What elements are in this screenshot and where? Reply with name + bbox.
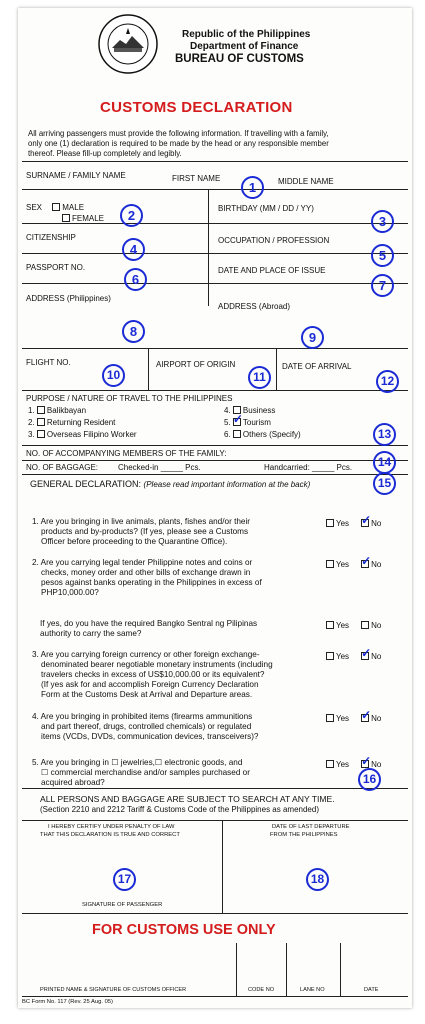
question-6-line-2: ☐ commercial merchandise and/or samples purchased or	[41, 768, 250, 777]
address-abroad-label: ADDRESS (Abroad)	[218, 302, 291, 311]
q1-yes-checkbox[interactable]	[326, 519, 334, 527]
balikbayan-checkbox[interactable]	[37, 406, 45, 414]
marker-18: 18	[306, 868, 329, 891]
passport-label: PASSPORT NO.	[26, 263, 86, 272]
question-2-answer	[326, 554, 382, 570]
purpose-option-3: 3. Overseas Filipino Worker	[28, 430, 137, 439]
last-departure-line-1: DATE OF LAST DEPARTURE	[272, 824, 350, 830]
q1-yes-label: Yes	[336, 519, 350, 528]
question-2-line-3: pesos against banks operating in the Philippines in excess of	[41, 578, 262, 587]
address-ph-label: ADDRESS (Philippines)	[26, 294, 111, 303]
bureau-of-customs-seal	[98, 14, 158, 74]
q4-yes-checkbox[interactable]	[326, 652, 334, 660]
question-4-line-1: 3. Are you carrying foreign currency or other foreign exchange-	[32, 650, 260, 659]
marker-2: 2	[120, 204, 143, 227]
q3-yes-label: Yes	[336, 621, 350, 630]
question-1-line-2: products and by-products? (If yes, please see a Customs	[41, 527, 249, 536]
marker-3: 3	[371, 210, 394, 233]
question-4-answer	[326, 646, 382, 662]
marker-16: 16	[358, 768, 381, 791]
sex-label-text: SEX	[26, 203, 43, 212]
certify-line-1: I HEREBY CERTIFY UNDER PENALTY OF LAW	[48, 824, 175, 830]
q4-no-label: No	[371, 652, 382, 661]
q2-no-checkbox[interactable]: ✓	[361, 554, 372, 568]
q4-yes-label: Yes	[336, 652, 350, 661]
first-name-label: FIRST NAME	[172, 174, 221, 183]
q6-yes-label: Yes	[336, 760, 350, 769]
marker-5: 5	[371, 244, 394, 267]
customs-declaration-form	[18, 8, 412, 1008]
purpose-option-6: 6. Others (Specify)	[224, 430, 301, 439]
q3-yes-checkbox[interactable]	[326, 621, 334, 629]
intro-line-2: only one (1) declaration is required to be made by the head or any responsible member	[28, 139, 329, 148]
q2-no-label: No	[371, 560, 382, 569]
marker-11: 11	[248, 366, 271, 389]
female-option	[62, 214, 104, 224]
male-checkbox[interactable]	[52, 203, 60, 211]
citizenship-input[interactable]	[22, 224, 208, 252]
question-6-line-1: 5. Are you bringing in ☐ jewelries,☐ electronic goods, and	[32, 758, 243, 767]
marker-7: 7	[371, 274, 394, 297]
q5-no-label: No	[371, 714, 382, 723]
birthday-label: BIRTHDAY (MM / DD / YY)	[218, 204, 314, 213]
name-input[interactable]	[22, 162, 408, 188]
female-label: FEMALE	[72, 214, 105, 223]
question-5-line-1: 4. Are you bringing in prohibited items (firearms ammunitions	[32, 712, 253, 721]
middle-name-label: MIDDLE NAME	[278, 177, 334, 186]
male-label: MALE	[62, 203, 85, 212]
occupation-label: OCCUPATION / PROFESSION	[218, 236, 330, 245]
airport-label: AIRPORT OF ORIGIN	[156, 360, 236, 369]
marker-14: 14	[373, 451, 396, 474]
handcarried-field[interactable]: Handcarried: _____ Pcs.	[264, 463, 353, 472]
q5-yes-label: Yes	[336, 714, 350, 723]
marker-8: 8	[122, 320, 145, 343]
question-3-answer	[326, 621, 381, 631]
others-checkbox[interactable]	[233, 430, 241, 438]
surname-label: SURNAME / FAMILY NAME	[26, 171, 126, 180]
republic-text: Republic of the Philippines	[182, 29, 311, 40]
female-checkbox[interactable]	[62, 214, 70, 222]
question-5-answer	[326, 708, 382, 724]
question-5-line-3: items (VCDs, DVDs, communication devices, transceivers)?	[41, 732, 259, 741]
q6-no-checkbox[interactable]: ✓	[361, 754, 372, 768]
form-title: CUSTOMS DECLARATION	[100, 99, 293, 116]
question-3-line-2: authority to carry the same?	[40, 629, 142, 638]
question-1-answer	[326, 513, 382, 529]
issue-label: DATE AND PLACE OF ISSUE	[218, 266, 326, 275]
code-label: CODE NO	[248, 987, 275, 993]
intro-line-1: All arriving passengers must provide the following information. If travelling with a family,	[28, 129, 329, 138]
question-4-line-2: denominated bearer negotiable monetary instruments (including	[41, 660, 273, 669]
purpose-option-2: 2. Returning Resident	[28, 418, 116, 427]
sex-label	[26, 203, 84, 213]
marker-9: 9	[301, 326, 324, 349]
question-4-line-5: Form at the Customs Desk at Arrival and Departure areas.	[41, 690, 253, 699]
bureau-text: BUREAU OF CUSTOMS	[175, 53, 304, 65]
question-2-line-4: PHP10,000.00?	[41, 588, 99, 597]
ofw-checkbox[interactable]	[37, 430, 45, 438]
purpose-heading: PURPOSE / NATURE OF TRAVEL TO THE PHILIPPINES	[26, 394, 233, 403]
q4-no-checkbox[interactable]: ✓	[361, 646, 372, 660]
marker-6: 6	[124, 268, 147, 291]
certify-line-2: THAT THIS DECLARATION IS TRUE AND CORRECT	[40, 832, 180, 838]
q5-no-checkbox[interactable]: ✓	[361, 708, 372, 722]
marker-13: 13	[373, 423, 396, 446]
marker-1: 1	[241, 176, 264, 199]
purpose-option-4: 4. Business	[224, 406, 276, 415]
q1-no-checkbox[interactable]: ✓	[361, 513, 372, 527]
checked-in-field[interactable]: Checked-in _____ Pcs.	[118, 463, 201, 472]
q6-no-label: No	[371, 760, 382, 769]
question-1-line-3: Officer before proceeding to the Quarantine Office).	[41, 537, 228, 546]
marker-12: 12	[376, 370, 399, 393]
q5-yes-checkbox[interactable]	[326, 714, 334, 722]
lane-label: LANE NO	[300, 987, 325, 993]
question-4-line-3: travelers checks in excess of US$10,000.00 or its equivalent?	[41, 670, 265, 679]
purpose-option-5: 5. ✓ Tourism	[224, 412, 271, 427]
q2-yes-label: Yes	[336, 560, 350, 569]
form-number: BC Form No. 117 (Rev. 25 Aug. 05)	[22, 999, 113, 1005]
q6-yes-checkbox[interactable]	[326, 760, 334, 768]
intro-line-3: thereof. Please fill-up completely and legibly.	[28, 149, 182, 158]
baggage-label: NO. OF BAGGAGE:	[26, 463, 99, 472]
question-2-line-1: 2. Are you carrying legal tender Philippine notes and coins or	[32, 558, 253, 567]
tourism-checkbox[interactable]: ✓	[232, 412, 243, 426]
last-departure-line-2: FROM THE PHILIPPINES	[270, 832, 338, 838]
date-label: DATE	[364, 987, 379, 993]
question-2-line-2: checks, money order and other bills of exchange drawn in	[41, 568, 251, 577]
search-notice-line-2: (Section 2210 and 2212 Tariff & Customs Code of the Philippines as amended)	[40, 805, 319, 814]
citizenship-label: CITIZENSHIP	[26, 233, 76, 242]
marker-15: 15	[373, 472, 396, 495]
customs-use-heading: FOR CUSTOMS USE ONLY	[92, 922, 276, 938]
q2-yes-checkbox[interactable]	[326, 560, 334, 568]
general-heading: GENERAL DECLARATION: (Please read important information at the back)	[30, 479, 311, 489]
purpose-option-1: 1. Balikbayan	[28, 406, 87, 415]
question-6-line-3: acquired abroad?	[41, 778, 105, 787]
flight-label: FLIGHT NO.	[26, 358, 71, 367]
question-5-line-2: and part thereof, drugs, controlled chemicals) or regulated	[41, 722, 252, 731]
marker-17: 17	[113, 868, 136, 891]
passport-input[interactable]	[22, 254, 208, 282]
marker-10: 10	[102, 364, 125, 387]
family-label: NO. OF ACCOMPANYING MEMBERS OF THE FAMILY:	[26, 449, 227, 458]
q1-no-label: No	[371, 519, 382, 528]
address-ph-input[interactable]	[22, 284, 208, 347]
search-notice-line-1: ALL PERSONS AND BAGGAGE ARE SUBJECT TO SEARCH AT ANY TIME.	[40, 794, 335, 804]
returning-resident-checkbox[interactable]	[37, 418, 45, 426]
q3-no-checkbox[interactable]	[361, 621, 369, 629]
question-3-line-1: If yes, do you have the required Bangko Sentral ng Pilipinas	[40, 619, 258, 628]
flight-input[interactable]	[22, 349, 147, 389]
q3-no-label: No	[371, 621, 382, 630]
arrival-label: DATE OF ARRIVAL	[282, 362, 352, 371]
question-4-line-4: (If yes ask for and accomplish Foreign Currency Declaration	[41, 680, 259, 689]
marker-4: 4	[122, 238, 145, 261]
signature-label: SIGNATURE OF PASSENGER	[82, 902, 163, 908]
question-1-line-1: 1. Are you bringing in live animals, plants, fishes and/or their	[32, 517, 250, 526]
officer-label: PRINTED NAME & SIGNATURE OF CUSTOMS OFFICER	[40, 987, 187, 993]
department-text: Department of Finance	[190, 41, 299, 52]
